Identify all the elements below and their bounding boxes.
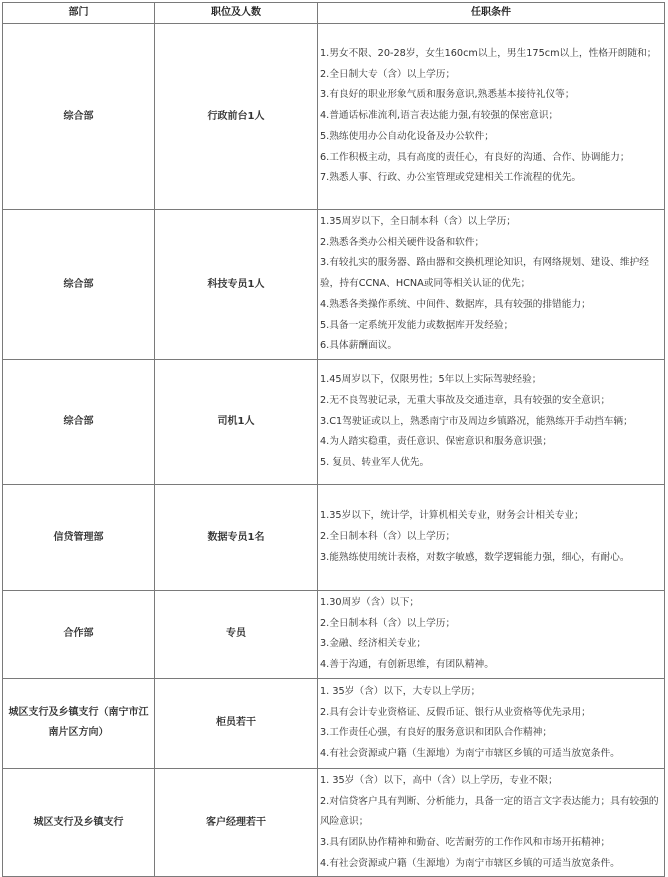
table-row	[3, 360, 665, 485]
requirement-item: 4.善于沟通，有创新思维，有团队精神。	[320, 659, 494, 671]
dept-cell: 综合部	[3, 360, 155, 485]
requirements-cell	[318, 678, 665, 768]
requirement-item: 5. 复员、转业军人优先。	[320, 457, 430, 469]
requirement-item: 4.有社会资源或户籍（生源地）为南宁市辖区乡镇的可适当放宽条件。	[320, 857, 620, 869]
position-cell: 专员	[155, 591, 318, 679]
table-row	[3, 768, 665, 877]
dept-cell: 信贷管理部	[3, 485, 155, 591]
requirement-item: 4.为人踏实稳重，责任意识、保密意识和服务意识强；	[320, 436, 553, 448]
table-row	[3, 591, 665, 679]
requirement-item: 3.能熟练使用统计表格，对数字敏感，数学逻辑能力强，细心，有耐心。	[320, 551, 630, 563]
table-row	[3, 24, 665, 210]
requirement-item: 4.普通话标准流利,语言表达能力强,有较强的保密意识；	[320, 110, 559, 122]
requirement-item: 2.对信贷客户具有判断、分析能力，具备一定的语言文字表达能力；具有较强的风险意识；	[320, 795, 659, 828]
requirement-item: 2.具有会计专业资格证、反假币证、银行从业资格等优先录用；	[320, 706, 591, 718]
table-row	[3, 485, 665, 591]
position-cell: 数据专员1名	[155, 485, 318, 591]
requirement-item: 1.30周岁（含）以下；	[320, 597, 420, 608]
requirement-item: 1.45周岁以下，仅限男性；5年以上实际驾驶经验；	[320, 374, 542, 386]
requirement-item: 5.熟练使用办公自动化设备及办公软件；	[320, 130, 494, 142]
requirement-item: 1.35岁以下，统计学，计算机相关专业，财务会计相关专业；	[320, 510, 584, 522]
requirement-item: 1. 35岁（含）以下，高中（含）以上学历，专业不限；	[320, 774, 558, 786]
position-cell: 行政前台1人	[155, 24, 318, 210]
requirement-item: 4.有社会资源或户籍（生源地）为南宁市辖区乡镇的可适当放宽条件。	[320, 748, 620, 760]
dept-cell: 城区支行及乡镇支行	[3, 768, 155, 877]
requirement-item: 3.C1驾驶证或以上，熟悉南宁市及周边乡镇路况，能熟练开手动挡车辆；	[320, 415, 633, 427]
position-cell: 科技专员1人	[155, 210, 318, 360]
requirement-item: 2.无不良驾驶记录，无重大事故及交通违章，具有较强的安全意识；	[320, 394, 611, 406]
table-body	[3, 24, 665, 877]
requirement-item: 7.熟悉人事、行政、办公室管理或党建相关工作流程的优先。	[320, 172, 582, 184]
requirement-item: 3.具有团队协作精神和勤奋、吃苦耐劳的工作作风和市场开拓精神；	[320, 836, 611, 848]
table-row	[3, 210, 665, 360]
requirements-cell	[318, 24, 665, 210]
requirements-cell	[318, 768, 665, 877]
requirement-item: 3.金融、经济相关专业；	[320, 638, 427, 650]
requirement-item: 1.男女不限、20-28岁，女生160cm以上，男生175cm以上，性格开朗随和；	[320, 48, 657, 60]
requirements-cell	[318, 591, 665, 679]
table-row	[3, 678, 665, 768]
header-position: 职位及人数	[155, 3, 318, 24]
header-dept: 部门	[3, 3, 155, 24]
requirement-item: 3.工作责任心强，有良好的服务意识和团队合作精神；	[320, 727, 553, 739]
requirement-item: 3.有良好的职业形象气质和服务意识,熟悉基本接待礼仪等；	[320, 89, 575, 101]
requirement-item: 5.具备一定系统开发能力或数据库开发经验；	[320, 319, 514, 331]
position-cell: 客户经理若干	[155, 768, 318, 877]
header-requirements: 任职条件	[318, 3, 665, 24]
dept-cell: 城区支行及乡镇支行（南宁市江南片区方向）	[3, 678, 155, 768]
position-cell: 司机1人	[155, 360, 318, 485]
requirement-item: 3.有较扎实的服务器、路由器和交换机理论知识，有网络规划、建设、维护经验，持有CCNA、HCNA或同等相关认证的优先；	[320, 257, 649, 290]
requirement-item: 2.全日制本科（含）以上学历；	[320, 531, 456, 543]
requirement-item: 2.全日制大专（含）以上学历；	[320, 68, 456, 80]
requirement-item: 1. 35岁（含）以下，大专以上学历；	[320, 685, 481, 697]
requirement-item: 4.熟悉各类操作系统、中间件、数据库，具有较强的排错能力；	[320, 298, 591, 310]
recruitment-table	[2, 2, 665, 877]
dept-cell: 综合部	[3, 24, 155, 210]
requirement-item: 2.熟悉各类办公相关硬件设备和软件；	[320, 236, 485, 248]
requirements-cell	[318, 210, 665, 360]
requirement-item: 6.具体薪酬面议。	[320, 340, 398, 352]
requirement-item: 2.全日制本科（含）以上学历；	[320, 617, 456, 629]
requirements-cell	[318, 485, 665, 591]
dept-cell: 综合部	[3, 210, 155, 360]
requirements-cell	[318, 360, 665, 485]
dept-cell: 合作部	[3, 591, 155, 679]
header-row	[3, 3, 665, 24]
requirement-item: 1.35周岁以下，全日制本科（含）以上学历；	[320, 216, 516, 228]
requirement-item: 6.工作积极主动，具有高度的责任心，有良好的沟通、合作、协调能力；	[320, 151, 630, 163]
position-cell: 柜员若干	[155, 678, 318, 768]
